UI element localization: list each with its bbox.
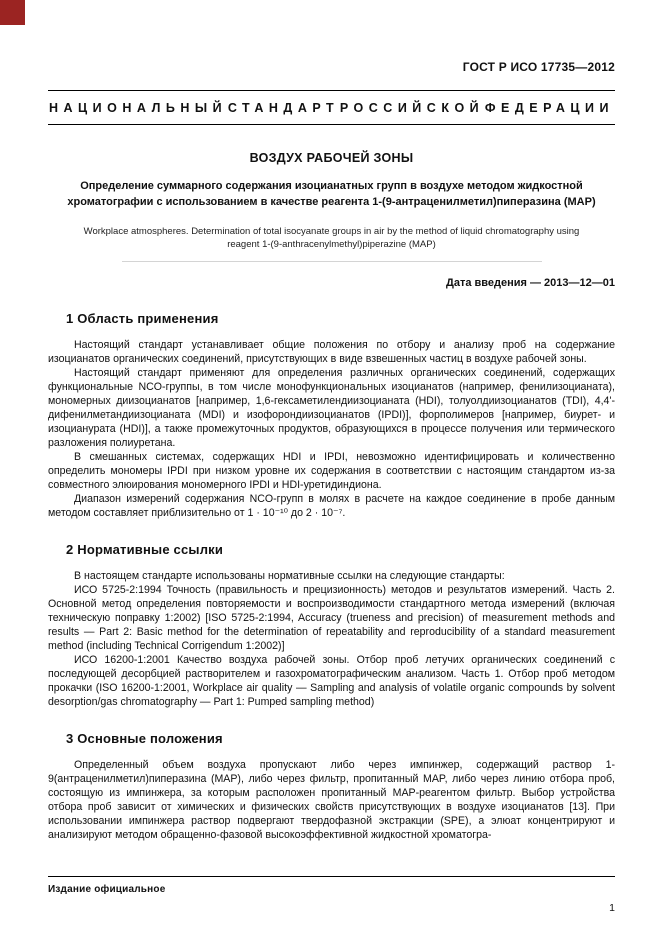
section-2-paragraph-1: В настоящем стандарте использованы нормативные ссылки на следующие стандарты: [74,570,505,582]
section-2-paragraph-2: ИСО 5725-2:1994 Точность (правильность и прецизионность) методов и результатов измерений. Часть 2. Основной метод определения повторяемости и воспроизводимости стандартного метода измерений (включая техническую поправку 1:2002) [ISO 5725-2:1994, Accuracy (trueness and precision) of measurement methods and results — Part 2: Basic method for the determination of repeatability and reproducibility of a standard measurement method (including Technical Corrigendum 1:2002)] [48,584,615,652]
national-standard-word-2: СТАНДАРТ [227,101,340,115]
section-1-paragraph-2: Настоящий стандарт применяют для определения различных органических соединений, содержащих функциональные NCO-группы, в том числе монофункциональных изоцианатов (например, фенилизоцианата), мономерных диизоцианатов [например, 1,6-гексаметилендиизоцианата (HDI), толуолдиизоцианатов (TDI), 4,4'-дифенилметандиизоцианата (MDI) и изофорондиизоцианатов (IPDI)], форполимеров [например, биурет- и изоцианурата (HDI)], а также промежуточных продуктов, образующихся в процессе получения или термического разложения полиуретана. [48,367,615,449]
document-title-en: Workplace atmospheres. Determination of total isocyanate groups in air by the method of liquid chromatography using reagent 1-(9-anthracenylmethyl)piperazine (MAP) [83,226,580,250]
section-3-paragraph-1: Определенный объем воздуха пропускают либо через импинжер, содержащий раствор 1-9(антраценилметил)пиперазина (MAP), либо через фильтр, пропитанный MAP, либо через линию отбора проб, состоящую из импинжера, за которым расположен пропитанный MAP-реагентом фильтр. Выбор устройства отбора проб зависит от химических и физических свойств присутствующих в воздухе изоцианатов [13]. При использовании импинжера раствор подвергают твердофазной экстракции (SPE), а элюат концентрируют и анализируют методом обращенно-фазовой высокоэффективной жидкостной хроматогра- [48,759,615,841]
section-3-title: 3 Основные положения [66,731,223,746]
national-standard-banner [48,90,615,125]
section-2-title: 2 Нормативные ссылки [66,542,224,557]
national-standard-word-1: НАЦИОНАЛЬНЫЙ [49,101,228,115]
document-title-ru: Определение суммарного содержания изоцианатных групп в воздухе методом жидкостной хроматографии с использованием в качестве реагента 1-(9-антраценилметил)пиперазина (MAP) [67,180,596,208]
corner-bookmark-icon [0,0,25,25]
doc-code: ГОСТ Р ИСО 17735—2012 [462,60,615,74]
section-1-title: 1 Область применения [66,311,219,326]
national-standard-word-4: ФЕДЕРАЦИИ [484,101,614,115]
national-standard-word-3: РОССИЙСКОЙ [339,101,485,115]
section-1-paragraph-1: Настоящий стандарт устанавливает общие положения по отбору и анализу проб на содержание изоцианатов органических соединений, присутствующих в виде взвешенных частиц в воздухе рабочей зоны. [48,339,615,365]
separator-line [122,261,542,262]
document-subject-title: ВОЗДУХ РАБОЧЕЙ ЗОНЫ [249,151,414,165]
effective-date: Дата введения — 2013—12—01 [446,277,615,289]
section-1-paragraph-3: В смешанных системах, содержащих HDI и IPDI, невозможно идентифицировать и количественно определить мономеры IPDI при низком уровне их содержания в соответствии с настоящим стандартом из-за совместного элюирования мономерного IPDI и HDI-уретидиндиона. [48,451,615,491]
page-footer [48,876,615,914]
section-2-paragraph-3: ИСО 16200-1:2001 Качество воздуха рабочей зоны. Отбор проб летучих органических соединений с последующей десорбцией растворителем и газохроматографическим анализом. Часть 1. Отбор проб методом прокачки (ISO 16200-1:2001, Workplace air quality — Sampling and analysis of volatile organic compounds by solvent desorption/gas chromatography — Part 1: Pumped sampling method) [48,654,615,708]
page-number: 1 [609,902,615,914]
section-1-paragraph-4: Диапазон измерений содержания NCO-групп в молях в расчете на каждое соединение в пробе данным методом составляет приблизительно от 1 · 10⁻¹⁰ до 2 · 10⁻⁷. [48,493,615,519]
edition-note: Издание официальное [48,884,166,895]
